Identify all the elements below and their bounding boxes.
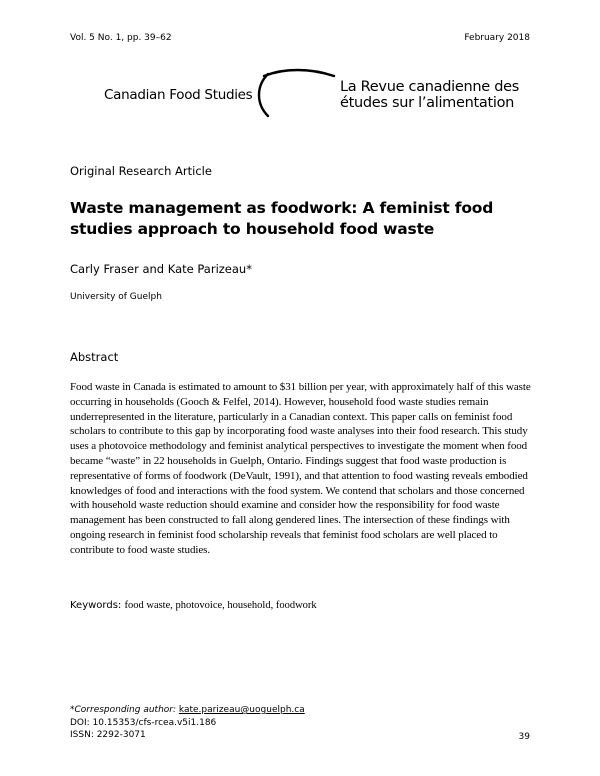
article-authors: Carly Fraser and Kate Parizeau* [70, 262, 252, 276]
corresponding-author-line [70, 704, 305, 717]
doi: DOI: 10.15353/cfs-rcea.v5i1.186 [70, 717, 217, 728]
keywords-label: Keywords: [70, 600, 122, 611]
corresponding-author-email[interactable]: kate.parizeau@uoguelph.ca [178, 705, 305, 715]
volume-info: Vol. 5 No. 1, pp. 39–62 [70, 33, 172, 43]
journal-name-french-line2: études sur l’alimentation [340, 95, 515, 111]
journal-name-english: Canadian Food Studies [104, 87, 253, 103]
journal-logo-icon [250, 64, 336, 124]
abstract-heading: Abstract [70, 350, 119, 364]
author-affiliation: University of Guelph [70, 292, 162, 302]
journal-name-french-line1: La Revue canadienne des [340, 79, 519, 95]
issn: ISSN: 2292-3071 [70, 730, 146, 740]
corresponding-author-label: *Corresponding author: [70, 705, 177, 715]
publication-date: February 2018 [464, 33, 530, 43]
abstract-body: Food waste in Canada is estimated to amount to $31 billion per year, with approximately half of this waste occurring in households (Gooch & Felfel, 2014). However, household food waste studies remain underrepresented in the literature, particularly in a Canadian context. This paper calls on feminist food scholars to contribute to this gap by incorporating food waste analyses into their food research. This study uses a photovoice methodology and feminist analytical perspectives to investigate the moment when food became “waste” in 22 households in Guelph, Ontario. Findings suggest that food waste production is representative of forms of foodwork (DeVault, 1991), and that attention to food wasting reveals embodied knowledges of food and interactions with the food system. We contend that scholars and those concerned with household waste reduction should examine and consider how the responsibility for food waste management has been constructed to fall along gendered lines. The intersection of these findings with ongoing research in feminist food scholarship reveals that feminist food scholars are well placed to contribute to food waste studies. [70, 381, 531, 556]
keywords-list: food waste, photovoice, household, foodwork [124, 600, 317, 611]
article-type: Original Research Article [70, 164, 212, 178]
page-number: 39 [518, 732, 530, 742]
article-title: Waste management as foodwork: A feminist food studies approach to household food waste [70, 199, 494, 238]
keywords-line [70, 600, 317, 611]
footnote [70, 704, 305, 742]
